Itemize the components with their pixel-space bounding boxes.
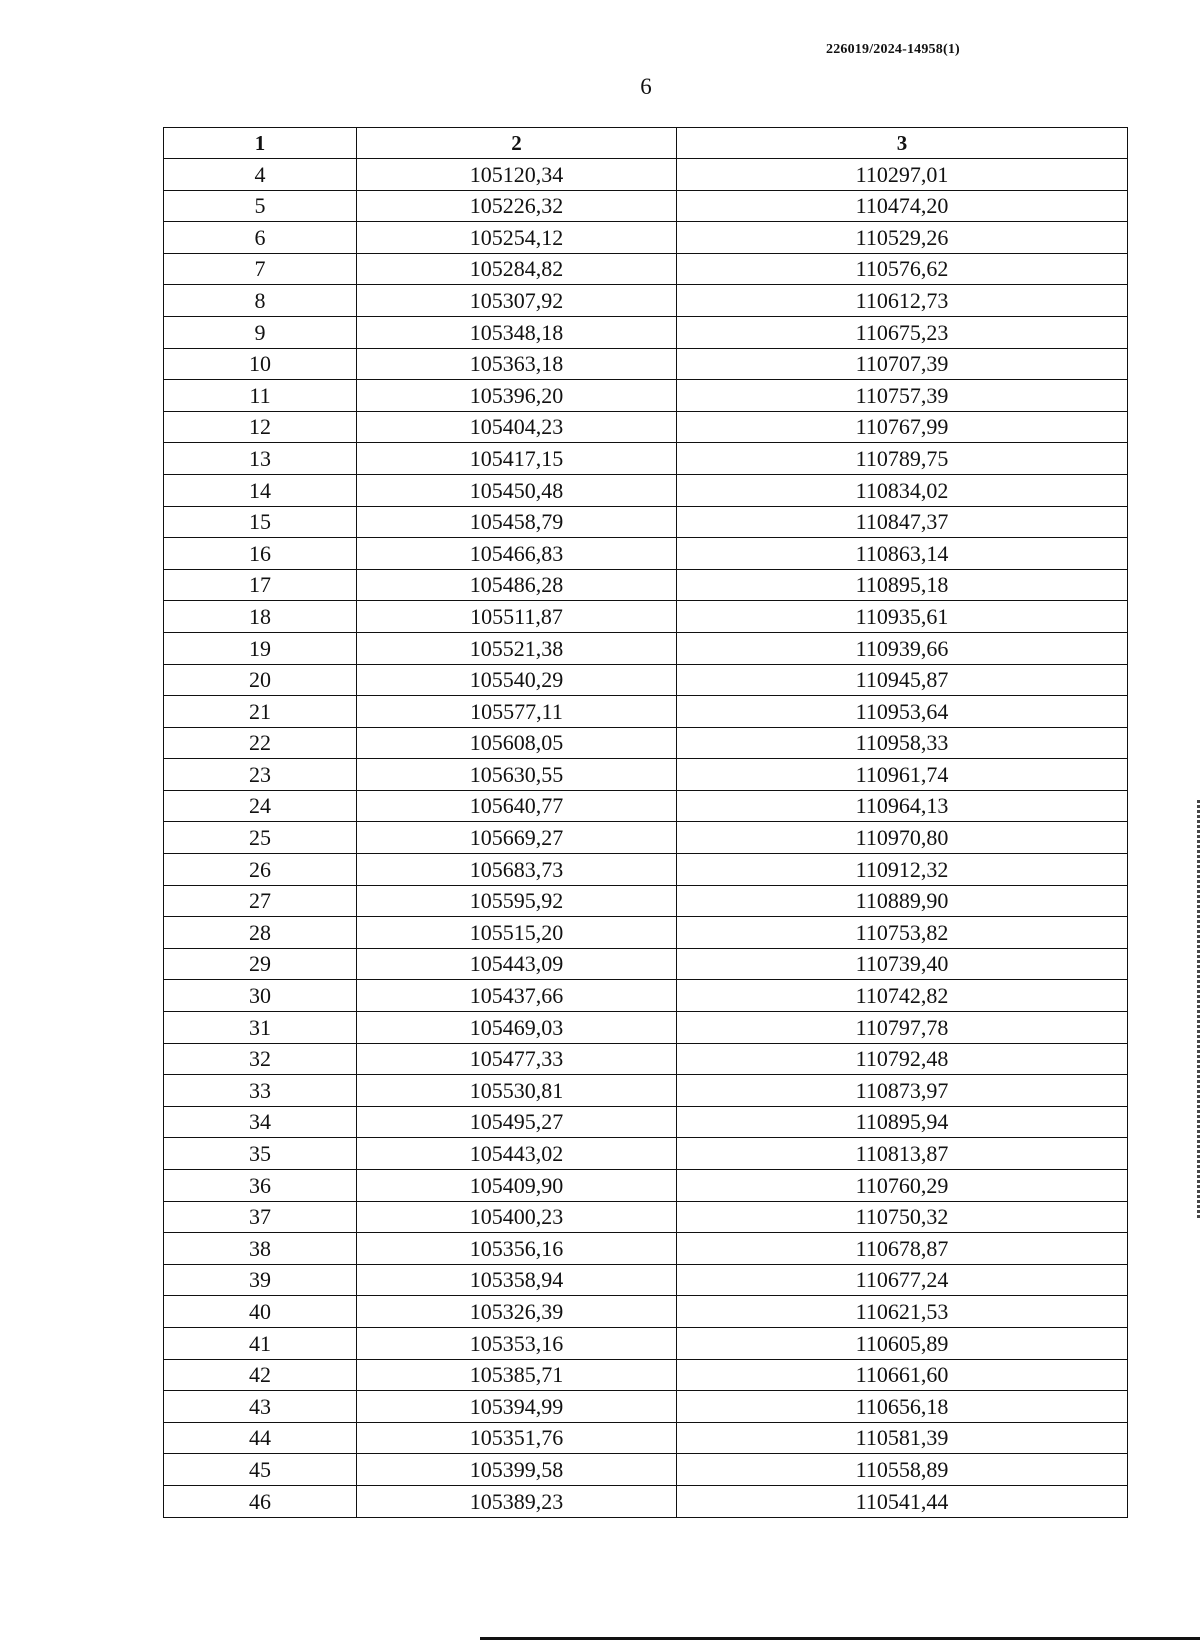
row-number-cell: 33 <box>164 1075 357 1107</box>
row-number-cell: 37 <box>164 1201 357 1233</box>
x-value-cell: 105511,87 <box>357 601 677 633</box>
y-value-cell: 110945,87 <box>677 664 1128 696</box>
x-value-cell: 105394,99 <box>357 1391 677 1423</box>
row-number-cell: 6 <box>164 222 357 254</box>
y-value-cell: 110760,29 <box>677 1170 1128 1202</box>
x-value-cell: 105326,39 <box>357 1296 677 1328</box>
table-row <box>164 285 1128 317</box>
table-row <box>164 822 1128 854</box>
row-number-cell: 27 <box>164 885 357 917</box>
table-row <box>164 1327 1128 1359</box>
x-value-cell: 105640,77 <box>357 790 677 822</box>
row-number-cell: 12 <box>164 411 357 443</box>
y-value-cell: 110541,44 <box>677 1485 1128 1517</box>
x-value-cell: 105363,18 <box>357 348 677 380</box>
row-number-cell: 10 <box>164 348 357 380</box>
x-value-cell: 105477,33 <box>357 1043 677 1075</box>
table-row <box>164 348 1128 380</box>
x-value-cell: 105630,55 <box>357 759 677 791</box>
table-row <box>164 506 1128 538</box>
row-number-cell: 25 <box>164 822 357 854</box>
x-value-cell: 105404,23 <box>357 411 677 443</box>
table-header <box>164 128 1128 159</box>
y-value-cell: 110576,62 <box>677 253 1128 285</box>
document-id: 226019/2024-14958(1) <box>826 42 960 57</box>
row-number-cell: 30 <box>164 980 357 1012</box>
table-row <box>164 1043 1128 1075</box>
y-value-cell: 110813,87 <box>677 1138 1128 1170</box>
y-value-cell: 110912,32 <box>677 854 1128 886</box>
y-value-cell: 110964,13 <box>677 790 1128 822</box>
row-number-cell: 38 <box>164 1233 357 1265</box>
table-row <box>164 1296 1128 1328</box>
y-value-cell: 110656,18 <box>677 1391 1128 1423</box>
y-value-cell: 110612,73 <box>677 285 1128 317</box>
y-value-cell: 110895,18 <box>677 569 1128 601</box>
y-value-cell: 110677,24 <box>677 1264 1128 1296</box>
row-number-cell: 8 <box>164 285 357 317</box>
table-row <box>164 443 1128 475</box>
x-value-cell: 105120,34 <box>357 159 677 191</box>
y-value-cell: 110961,74 <box>677 759 1128 791</box>
table-row <box>164 1233 1128 1265</box>
y-value-cell: 110789,75 <box>677 443 1128 475</box>
y-value-cell: 110847,37 <box>677 506 1128 538</box>
table-row <box>164 601 1128 633</box>
column-header-1: 1 <box>164 128 357 159</box>
x-value-cell: 105450,48 <box>357 474 677 506</box>
row-number-cell: 15 <box>164 506 357 538</box>
row-number-cell: 13 <box>164 443 357 475</box>
y-value-cell: 110935,61 <box>677 601 1128 633</box>
table-row <box>164 222 1128 254</box>
table-row <box>164 696 1128 728</box>
x-value-cell: 105608,05 <box>357 727 677 759</box>
table-row <box>164 1201 1128 1233</box>
y-value-cell: 110895,94 <box>677 1106 1128 1138</box>
y-value-cell: 110605,89 <box>677 1327 1128 1359</box>
y-value-cell: 110873,97 <box>677 1075 1128 1107</box>
y-value-cell: 110678,87 <box>677 1233 1128 1265</box>
table-row <box>164 538 1128 570</box>
table-row <box>164 759 1128 791</box>
table-row <box>164 411 1128 443</box>
table-row <box>164 1170 1128 1202</box>
x-value-cell: 105417,15 <box>357 443 677 475</box>
table-row <box>164 1485 1128 1517</box>
y-value-cell: 110474,20 <box>677 190 1128 222</box>
x-value-cell: 105515,20 <box>357 917 677 949</box>
row-number-cell: 11 <box>164 380 357 412</box>
page-number: 6 <box>640 74 652 99</box>
row-number-cell: 41 <box>164 1327 357 1359</box>
row-number-cell: 31 <box>164 1012 357 1044</box>
x-value-cell: 105495,27 <box>357 1106 677 1138</box>
table-row <box>164 1106 1128 1138</box>
y-value-cell: 110958,33 <box>677 727 1128 759</box>
table-row <box>164 159 1128 191</box>
y-value-cell: 110661,60 <box>677 1359 1128 1391</box>
x-value-cell: 105400,23 <box>357 1201 677 1233</box>
column-header-3: 3 <box>677 128 1128 159</box>
row-number-cell: 26 <box>164 854 357 886</box>
table-row <box>164 664 1128 696</box>
table-row <box>164 569 1128 601</box>
row-number-cell: 44 <box>164 1422 357 1454</box>
table-row <box>164 316 1128 348</box>
row-number-cell: 20 <box>164 664 357 696</box>
row-number-cell: 36 <box>164 1170 357 1202</box>
y-value-cell: 110581,39 <box>677 1422 1128 1454</box>
table-row <box>164 380 1128 412</box>
row-number-cell: 17 <box>164 569 357 601</box>
y-value-cell: 110767,99 <box>677 411 1128 443</box>
x-value-cell: 105683,73 <box>357 854 677 886</box>
row-number-cell: 28 <box>164 917 357 949</box>
table-row <box>164 1138 1128 1170</box>
x-value-cell: 105399,58 <box>357 1454 677 1486</box>
y-value-cell: 110797,78 <box>677 1012 1128 1044</box>
x-value-cell: 105669,27 <box>357 822 677 854</box>
y-value-cell: 110953,64 <box>677 696 1128 728</box>
y-value-cell: 110707,39 <box>677 348 1128 380</box>
table-row <box>164 980 1128 1012</box>
x-value-cell: 105521,38 <box>357 632 677 664</box>
table-row <box>164 632 1128 664</box>
table-row <box>164 1075 1128 1107</box>
row-number-cell: 40 <box>164 1296 357 1328</box>
row-number-cell: 46 <box>164 1485 357 1517</box>
header-row <box>164 128 1128 159</box>
row-number-cell: 24 <box>164 790 357 822</box>
table-row <box>164 1359 1128 1391</box>
row-number-cell: 4 <box>164 159 357 191</box>
table-row <box>164 1012 1128 1044</box>
row-number-cell: 39 <box>164 1264 357 1296</box>
row-number-cell: 7 <box>164 253 357 285</box>
y-value-cell: 110889,90 <box>677 885 1128 917</box>
y-value-cell: 110675,23 <box>677 316 1128 348</box>
x-value-cell: 105595,92 <box>357 885 677 917</box>
table-row <box>164 948 1128 980</box>
x-value-cell: 105385,71 <box>357 1359 677 1391</box>
y-value-cell: 110621,53 <box>677 1296 1128 1328</box>
x-value-cell: 105540,29 <box>357 664 677 696</box>
row-number-cell: 43 <box>164 1391 357 1423</box>
x-value-cell: 105443,02 <box>357 1138 677 1170</box>
y-value-cell: 110970,80 <box>677 822 1128 854</box>
y-value-cell: 110750,32 <box>677 1201 1128 1233</box>
row-number-cell: 21 <box>164 696 357 728</box>
table-row <box>164 885 1128 917</box>
y-value-cell: 110863,14 <box>677 538 1128 570</box>
y-value-cell: 110834,02 <box>677 474 1128 506</box>
coordinates-table <box>163 127 1128 1518</box>
table-row <box>164 1454 1128 1486</box>
table-row <box>164 790 1128 822</box>
x-value-cell: 105351,76 <box>357 1422 677 1454</box>
x-value-cell: 105530,81 <box>357 1075 677 1107</box>
y-value-cell: 110753,82 <box>677 917 1128 949</box>
y-value-cell: 110529,26 <box>677 222 1128 254</box>
x-value-cell: 105437,66 <box>357 980 677 1012</box>
x-value-cell: 105353,16 <box>357 1327 677 1359</box>
table-body <box>164 159 1128 1518</box>
table-row <box>164 727 1128 759</box>
row-number-cell: 32 <box>164 1043 357 1075</box>
table-row <box>164 1264 1128 1296</box>
row-number-cell: 16 <box>164 538 357 570</box>
row-number-cell: 19 <box>164 632 357 664</box>
y-value-cell: 110742,82 <box>677 980 1128 1012</box>
row-number-cell: 34 <box>164 1106 357 1138</box>
y-value-cell: 110739,40 <box>677 948 1128 980</box>
y-value-cell: 110939,66 <box>677 632 1128 664</box>
table-row <box>164 917 1128 949</box>
row-number-cell: 22 <box>164 727 357 759</box>
x-value-cell: 105307,92 <box>357 285 677 317</box>
table-row <box>164 1391 1128 1423</box>
row-number-cell: 14 <box>164 474 357 506</box>
row-number-cell: 23 <box>164 759 357 791</box>
x-value-cell: 105356,16 <box>357 1233 677 1265</box>
x-value-cell: 105409,90 <box>357 1170 677 1202</box>
y-value-cell: 110757,39 <box>677 380 1128 412</box>
table-row <box>164 190 1128 222</box>
x-value-cell: 105358,94 <box>357 1264 677 1296</box>
y-value-cell: 110558,89 <box>677 1454 1128 1486</box>
x-value-cell: 105284,82 <box>357 253 677 285</box>
table-row <box>164 474 1128 506</box>
row-number-cell: 42 <box>164 1359 357 1391</box>
table-row <box>164 1422 1128 1454</box>
row-number-cell: 18 <box>164 601 357 633</box>
y-value-cell: 110792,48 <box>677 1043 1128 1075</box>
x-value-cell: 105226,32 <box>357 190 677 222</box>
row-number-cell: 45 <box>164 1454 357 1486</box>
row-number-cell: 35 <box>164 1138 357 1170</box>
x-value-cell: 105443,09 <box>357 948 677 980</box>
x-value-cell: 105469,03 <box>357 1012 677 1044</box>
row-number-cell: 9 <box>164 316 357 348</box>
x-value-cell: 105396,20 <box>357 380 677 412</box>
x-value-cell: 105577,11 <box>357 696 677 728</box>
x-value-cell: 105389,23 <box>357 1485 677 1517</box>
x-value-cell: 105254,12 <box>357 222 677 254</box>
table-row <box>164 854 1128 886</box>
x-value-cell: 105458,79 <box>357 506 677 538</box>
x-value-cell: 105486,28 <box>357 569 677 601</box>
row-number-cell: 29 <box>164 948 357 980</box>
x-value-cell: 105348,18 <box>357 316 677 348</box>
table-row <box>164 253 1128 285</box>
y-value-cell: 110297,01 <box>677 159 1128 191</box>
column-header-2: 2 <box>357 128 677 159</box>
x-value-cell: 105466,83 <box>357 538 677 570</box>
row-number-cell: 5 <box>164 190 357 222</box>
